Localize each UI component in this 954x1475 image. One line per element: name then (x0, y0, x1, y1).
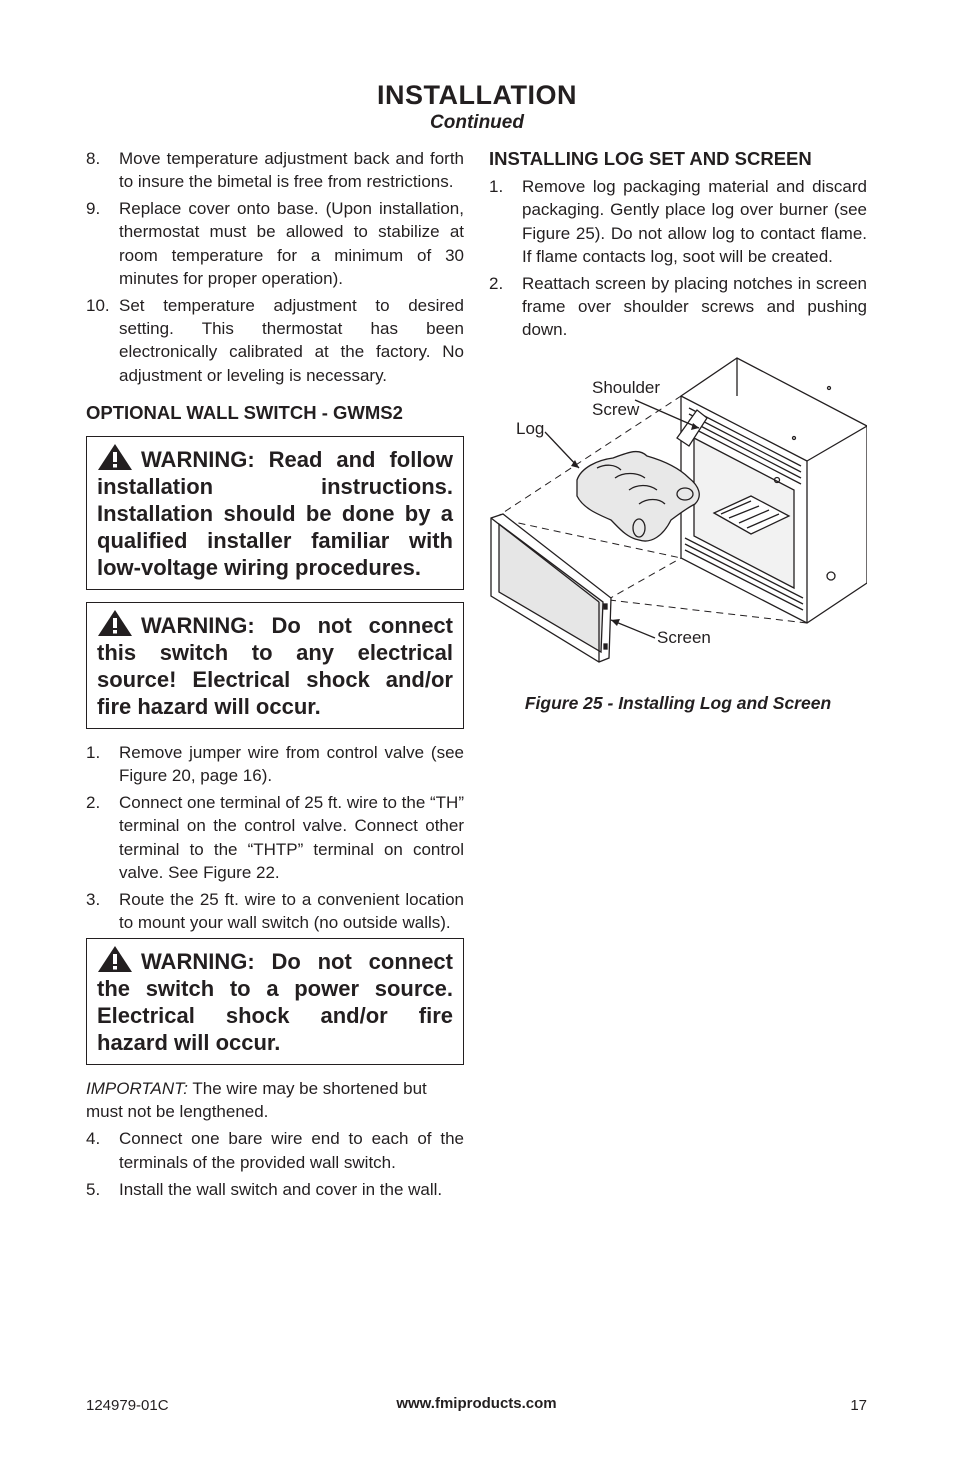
list-item (86, 791, 464, 884)
item-number: 1. (86, 742, 101, 762)
warning-icon (97, 609, 133, 637)
important-label: IMPORTANT: (86, 1078, 188, 1098)
list-item (86, 147, 464, 194)
warning-icon (97, 443, 133, 471)
fireplace-diagram (489, 348, 867, 678)
item-number: 4. (86, 1129, 101, 1149)
page-footer (86, 1395, 867, 1417)
item-number: 2. (86, 793, 101, 813)
item-number: 1. (489, 177, 504, 196)
item-text: Reattach screen by placing notches in screen frame over shoulder screws and pushing down. (522, 273, 867, 340)
page-number: 17 (850, 1397, 867, 1414)
shoulder-label-line1: Shoulder (592, 377, 661, 397)
figure-caption: Figure 25 - Installing Log and Screen (524, 692, 832, 713)
warning-box (86, 436, 464, 590)
important-text: The wire may be shortened but must not be lengthened. (86, 1078, 427, 1122)
list-item (86, 294, 464, 387)
item-number: 2. (489, 273, 504, 293)
warning-text: WARNING: Do not connect this switch to any electrical source! Electrical shock and/or fire hazard will occur. (97, 612, 453, 719)
item-text: Set temperature adjustment to desired setting. This thermostat has been electronically calibrated at the factory. No adjustment or leveling is necessary. (119, 295, 464, 385)
log-label: Log (516, 418, 545, 438)
list-item (489, 175, 867, 268)
page-title: INSTALLATION (377, 80, 577, 110)
warning-box (86, 602, 464, 729)
left-column (86, 147, 464, 1204)
item-number: 3. (86, 889, 101, 909)
item-text: Install the wall switch and cover in the wall. (119, 1179, 443, 1199)
shoulder-label-line2: Screw (592, 399, 640, 419)
item-text: Replace cover onto base. (Upon installation, thermostat must be allowed to stabilize at room temperature for a minimum of 30 minutes for proper operation). (119, 199, 464, 288)
list-item (86, 1127, 464, 1174)
website-link[interactable]: www.fmiproducts.com (396, 1395, 557, 1412)
page-header (0, 78, 954, 134)
item-number: 5. (86, 1179, 101, 1199)
item-text: Connect one bare wire end to each of the terminals of the provided wall switch. (119, 1129, 464, 1172)
wall-switch-section-title: OPTIONAL WALL SWITCH - GWMS2 (86, 401, 403, 423)
list-item (86, 888, 464, 935)
item-number: 9. (86, 199, 101, 219)
list-item (86, 741, 464, 788)
list-item (489, 272, 867, 342)
important-note (86, 1077, 464, 1124)
log-screen-section-title: INSTALLING LOG SET AND SCREEN (489, 148, 812, 169)
item-number: 8. (86, 149, 101, 168)
item-text: Connect one terminal of 25 ft. wire to the “TH” terminal on the control valve. Connect other terminal to the “THTP” terminal on control valve. See Figure 22. (119, 793, 464, 882)
item-text: Remove log packaging material and discard packaging. Gently place log over burner (see Figure 25). Do not allow log to contact flame. If flame contacts log, soot will be created. (522, 177, 867, 266)
warning-text: WARNING: Do not connect the switch to a power source. Electrical shock and/or fire hazard will occur. (97, 948, 453, 1055)
warning-icon (97, 945, 133, 973)
list-item (86, 197, 464, 290)
warning-text: WARNING: Read and follow installation instructions. Installation should be done by a qualified installer familiar with low-voltage wiring procedures. (97, 446, 453, 580)
item-number: 10. (86, 295, 110, 315)
item-text: Move temperature adjustment back and forth to insure the bimetal is free from restrictions. (119, 149, 464, 192)
document-number: 124979-01C (86, 1397, 169, 1414)
item-text: Remove jumper wire from control valve (see Figure 20, page 16). (119, 742, 464, 786)
right-column (489, 147, 867, 715)
warning-box (86, 938, 464, 1065)
item-text: Route the 25 ft. wire to a convenient location to mount your wall switch (no outside walls). (119, 889, 464, 933)
list-item (86, 1178, 464, 1201)
figure-25 (489, 348, 867, 678)
page-subtitle: Continued (430, 112, 524, 133)
screen-label: Screen (657, 627, 711, 647)
